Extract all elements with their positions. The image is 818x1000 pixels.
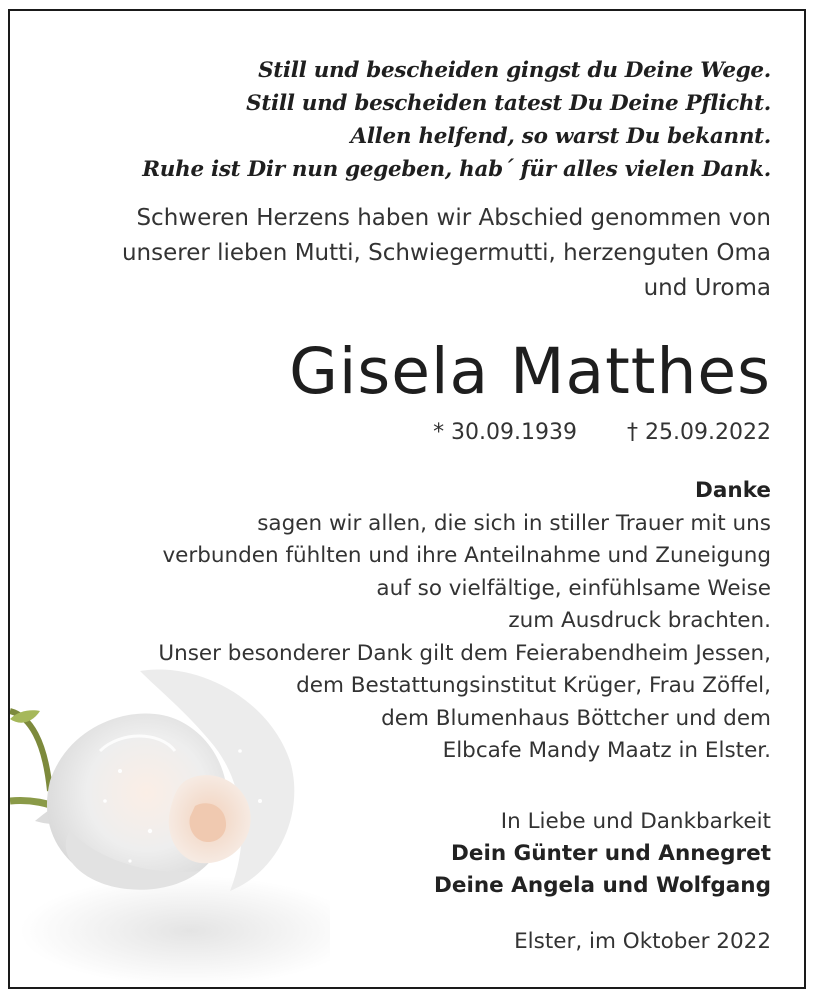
signature-name: Dein Günter und Annegret	[451, 841, 771, 866]
thanks-line: verbunden fühlten und ihre Anteilnahme und Zuneigung	[162, 543, 771, 568]
thanks-line: sagen wir allen, die sich in stiller Trauer mit uns	[257, 510, 771, 536]
life-dates	[433, 418, 771, 448]
thanks-line: zum Ausdruck brachten.	[508, 608, 771, 633]
signature	[434, 806, 771, 902]
death-date: † 25.09.2022	[627, 420, 771, 445]
poem-line: Still und bescheiden gingst du Deine Wege.	[258, 58, 771, 83]
poem-line: Allen helfend, so warst Du bekannt.	[350, 124, 771, 149]
signature-intro: In Liebe und Dankbarkeit	[500, 809, 771, 834]
thanks-section	[158, 475, 771, 768]
poem-line: Still und bescheiden tatest Du Deine Pflicht.	[246, 91, 771, 116]
thanks-heading: Danke	[695, 478, 771, 503]
thanks-line: Elbcafe Mandy Maatz in Elster.	[442, 738, 771, 763]
thanks-line: dem Blumenhaus Böttcher und dem	[381, 705, 771, 731]
intro-text	[122, 201, 771, 306]
poem-line: Ruhe ist Dir nun gegeben, hab´ für alles vielen Dank.	[142, 157, 771, 182]
intro-line: und Uroma	[643, 275, 771, 301]
place-date: Elster, im Oktober 2022	[514, 929, 771, 954]
thanks-line: dem Bestattungsinstitut Krüger, Frau Zöffel,	[296, 673, 771, 698]
thanks-line: Unser besonderer Dank gilt dem Feierabendheim Jessen,	[158, 640, 771, 666]
intro-line: unserer lieben Mutti, Schwiegermutti, herzenguten Oma	[121, 240, 771, 266]
birth-date: * 30.09.1939	[433, 420, 578, 445]
obituary-frame	[8, 9, 806, 989]
signature-name: Deine Angela und Wolfgang	[434, 873, 771, 898]
intro-line: Schweren Herzens haben wir Abschied genommen von	[136, 205, 771, 231]
deceased-name: Gisela Matthes	[289, 335, 771, 408]
poem	[142, 54, 771, 186]
thanks-line: auf so vielfältige, einfühlsame Weise	[376, 575, 771, 601]
